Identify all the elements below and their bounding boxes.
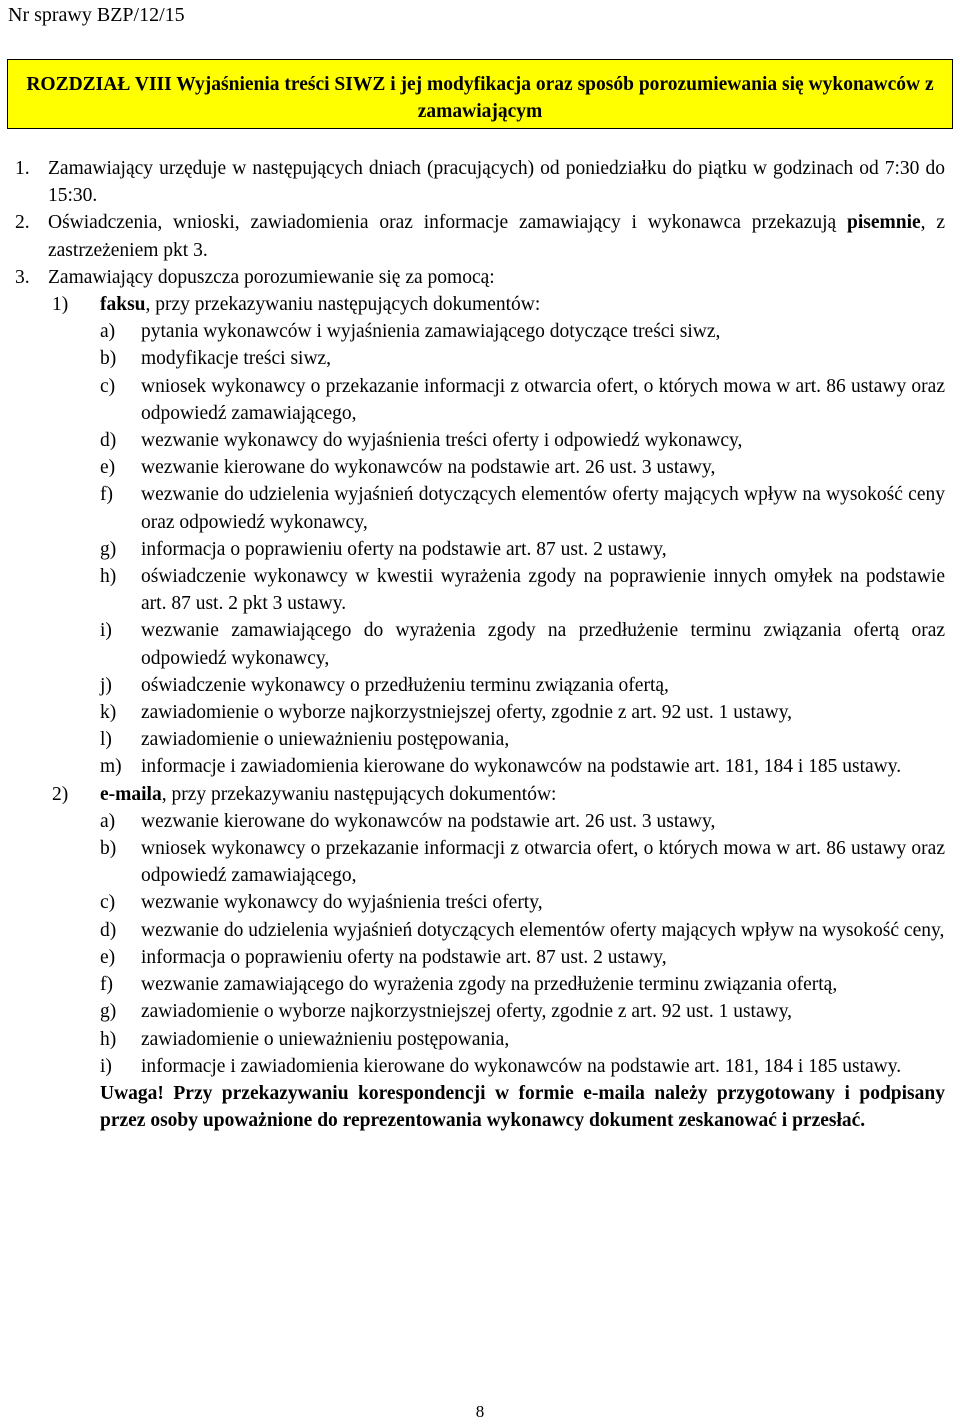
list-item-letter: d) — [100, 919, 117, 941]
list-item-letter: a) — [100, 321, 116, 343]
document-reference: Nr sprawy BZP/12/15 — [8, 4, 185, 26]
list-item-letter: b) — [100, 838, 117, 860]
list-item — [15, 318, 945, 345]
list-item-text: pytania wykonawców i wyjaśnienia zamawiającego dotyczące treści siwz, — [141, 321, 721, 343]
list-item-text: wezwanie wykonawcy do wyjaśnienia treści oferty i odpowiedź wykonawcy, — [141, 430, 743, 452]
page-number: 8 — [475, 1402, 485, 1421]
list-item-text: wezwanie zamawiającego do wyrażenia zgody na przedłużenie terminu związania ofertą oraz odpowiedź wykonawcy, — [141, 620, 945, 669]
list-item-letter: m) — [100, 756, 122, 778]
paragraph-3 — [15, 264, 945, 291]
list-item — [15, 617, 945, 671]
list-item-letter: c) — [100, 892, 116, 914]
subpoint-number: 2) — [52, 783, 69, 805]
list-item-letter: a) — [100, 810, 116, 832]
paragraph-number: 1. — [15, 158, 30, 179]
paragraph-number: 2. — [15, 212, 30, 234]
list-item-text: zawiadomienie o unieważnieniu postępowania, — [141, 1028, 510, 1050]
list-item — [15, 563, 945, 617]
list-item-text: informacja o poprawieniu oferty na podstawie art. 87 ust. 2 ustawy, — [141, 538, 667, 560]
list-item — [15, 454, 945, 481]
paragraph-text: Oświadczenia, wnioski, zawiadomienia oraz informacje zamawiający i wykonawca przekazują — [48, 212, 847, 234]
list-item-text: wniosek wykonawcy o przekazanie informacji z otwarcia ofert, o których mowa w art. 86 ustawy oraz odpowiedź zamawiającego, — [141, 375, 945, 424]
list-item-text: zawiadomienie o wyborze najkorzystniejszej oferty, zgodnie z art. 92 ust. 1 ustawy, — [141, 702, 793, 724]
list-item-letter: g) — [100, 538, 117, 560]
emphasis-text: pisemnie — [846, 212, 921, 234]
list-item — [15, 889, 945, 916]
emphasis-text: faksu — [100, 294, 146, 316]
list-item-text: wezwanie kierowane do wykonawców na podstawie art. 26 ust. 3 ustawy, — [141, 810, 716, 832]
chapter-heading: ROZDZIAŁ VIII Wyjaśnienia treści SIWZ i jej modyfikacja oraz sposób porozumiewania się wykonawców z zamawiającym — [7, 59, 953, 129]
list-item-text: wezwanie zamawiającego do wyrażenia zgody na przedłużenie terminu związania ofertą, — [141, 974, 838, 996]
list-item-letter: i) — [100, 620, 112, 642]
list-item-letter: b) — [100, 348, 117, 370]
list-item-letter: g) — [100, 1001, 117, 1023]
list-item-text: wezwanie wykonawcy do wyjaśnienia treści oferty, — [141, 892, 543, 914]
list-item-letter: c) — [100, 375, 116, 397]
list-item-text: wniosek wykonawcy o przekazanie informacji z otwarcia ofert, o których mowa w art. 86 ustawy oraz odpowiedź zamawiającego, — [141, 838, 945, 887]
subpoint-text: , przy przekazywaniu następujących dokumentów: — [145, 294, 541, 316]
list-item-letter: l) — [100, 729, 112, 751]
list-item-text: informacje i zawiadomienia kierowane do wykonawców na podstawie art. 181, 184 i 185 ustawy. — [141, 756, 902, 778]
emphasis-text: e-maila — [100, 783, 162, 805]
subpoint-text: , przy przekazywaniu następujących dokumentów: — [161, 783, 557, 805]
list-item-text: zawiadomienie o wyborze najkorzystniejszej oferty, zgodnie z art. 92 ust. 1 ustawy, — [141, 1001, 793, 1023]
list-item-letter: h) — [100, 566, 117, 588]
list-item — [15, 1026, 945, 1053]
email-document-list — [15, 808, 945, 1080]
list-item-text: zawiadomienie o unieważnieniu postępowania, — [141, 729, 510, 751]
email-section — [15, 781, 945, 808]
list-item — [15, 917, 945, 944]
list-item-text: oświadczenie wykonawcy w kwestii wyrażenia zgody na poprawienie innych omyłek na podstawie art. 87 ust. 2 pkt 3 ustawy. — [141, 566, 945, 615]
list-item — [15, 726, 945, 753]
subpoint-number: 1) — [52, 294, 69, 316]
list-item-letter: h) — [100, 1028, 117, 1050]
paragraph-1 — [15, 155, 945, 209]
paragraph-text: Zamawiający urzęduje w następujących dniach (pracujących) od poniedziałku do piątku w godzinach od 7:30 do 15:30. — [48, 158, 945, 207]
list-item-text: oświadczenie wykonawcy o przedłużeniu terminu związania ofertą, — [141, 674, 669, 696]
note-paragraph: Uwaga! Przy przekazywaniu korespondencji w formie e-maila należy przygotowany i podpisany przez osoby upoważnione do reprezentowania wykonawcy dokument zeskanować i przesłać. — [100, 1082, 945, 1132]
fax-section — [15, 291, 945, 318]
list-item-letter: k) — [100, 702, 117, 724]
paragraph-number: 3. — [15, 266, 30, 288]
list-item-text: wezwanie kierowane do wykonawców na podstawie art. 26 ust. 3 ustawy, — [141, 457, 716, 479]
list-item-letter: f) — [100, 974, 113, 996]
list-item-letter: j) — [100, 674, 112, 696]
list-item — [15, 998, 945, 1025]
list-item-letter: f) — [100, 484, 113, 506]
list-item — [15, 481, 945, 535]
list-item — [15, 536, 945, 563]
list-item — [15, 345, 945, 372]
document-body — [15, 155, 945, 1134]
list-item-text: wezwanie do udzielenia wyjaśnień dotyczących elementów oferty mających wpływ na wysokość ceny, — [141, 919, 945, 941]
paragraph-text: , z zastrzeżeniem pkt 3. — [48, 212, 945, 261]
list-item — [15, 1053, 945, 1080]
fax-document-list — [15, 318, 945, 780]
list-item — [15, 835, 945, 889]
list-item-text: modyfikacje treści siwz, — [141, 348, 332, 370]
list-item-text: informacje i zawiadomienia kierowane do wykonawców na podstawie art. 181, 184 i 185 ustawy. — [141, 1055, 902, 1077]
list-item-text: informacja o poprawieniu oferty na podstawie art. 87 ust. 2 ustawy, — [141, 946, 667, 968]
list-item-letter: e) — [100, 457, 116, 479]
list-item-text: wezwanie do udzielenia wyjaśnień dotyczących elementów oferty mających wpływ na wysokość ceny oraz odpowiedź wykonawcy, — [141, 484, 945, 533]
paragraph-text: Zamawiający dopuszcza porozumiewanie się za pomocą: — [48, 266, 495, 288]
list-item — [15, 944, 945, 971]
list-item — [15, 373, 945, 427]
list-item — [15, 427, 945, 454]
list-item — [15, 699, 945, 726]
list-item-letter: i) — [100, 1055, 112, 1077]
list-item — [15, 672, 945, 699]
list-item — [15, 971, 945, 998]
paragraph-2 — [15, 209, 945, 263]
list-item-letter: d) — [100, 430, 117, 452]
list-item — [15, 753, 945, 780]
list-item — [15, 808, 945, 835]
list-item-letter: e) — [100, 946, 116, 968]
